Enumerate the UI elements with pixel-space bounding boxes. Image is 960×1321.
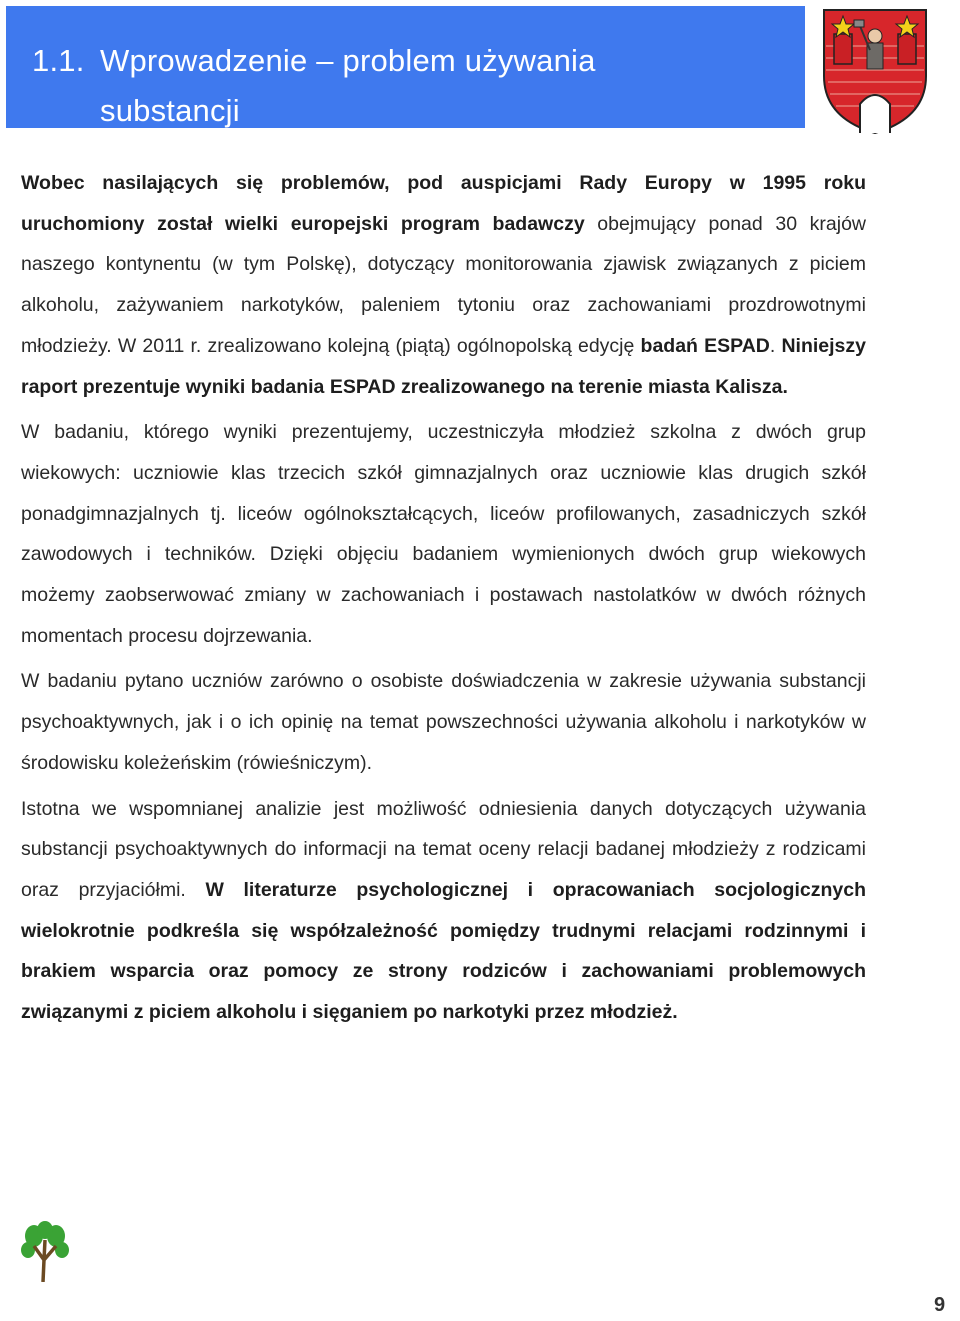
paragraph-intro [21,163,866,407]
intro-text: obejmujący ponad 30 krajów naszego kontynentu (w tym Polskę), dotyczący monitorowania zjawisk związanych z piciem alkoholu, zażywaniem narkotyków, paleniem tytoniu oraz zachowaniami prozdrowotnymi młodzieży. W 2011 r. zrealizowano kolejną (piątą) ogólnopolską edycję [21,212,866,357]
intro-espad-bold: badań ESPAD [640,334,770,357]
relations-text: Istotna we wspomnianej analizie jest możliwość odniesienia danych dotyczących używania substancji psychoaktywnych do informacji na temat oceny relacji badanej młodzieży z rodzicami oraz przyjaciółmi. [21,797,866,901]
page-number: 9 [934,1294,946,1316]
green-tree-logo-icon [20,1220,70,1282]
relations-bold-text: W literaturze psychologicznej i opracowaniach socjologicznych wielokrotnie podkreśla się współzależność pomiędzy trudnymi relacjami rodzinnymi i brakiem wsparcia oraz pomocy ze strony rodziców i zachowaniami problemowych związanymi z piciem alkoholu i sięganiem po narkotyki przez młodzież. [21,878,866,1024]
section-header-banner [6,6,805,128]
kalisz-coat-of-arms-icon [820,6,930,136]
paragraph-questions: W badaniu pytano uczniów zarówno o osobiste doświadczenia w zakresie używania substancji psychoaktywnych, jak i o ich opinię na temat powszechności używania alkoholu i narkotyków w środowisku koleżeńskim (rówieśniczym). [21,670,866,774]
intro-bold-text: Wobec nasilających się problemów, pod auspicjami Rady Europy w 1995 roku uruchomiony został wielki europejski program badawczy [21,172,866,235]
section-title [32,36,792,136]
paragraph-participants: W badaniu, którego wyniki prezentujemy, uczestniczyła młodzież szkolna z dwóch grup wiekowych: uczniowie klas trzecich szkół gimnazjalnych oraz uczniowie klas drugich szkół ponadgimnazjalnych tj. liceów ogólnokształcących, liceów profilowanych, zasadniczych szkół zawodowych i techników. Dzięki objęciu badaniem wymienionych dwóch grup wiekowych możemy zaobserwować zmiany w zachowaniach i postawach nastolatków w dwóch różnych momentach procesu dojrzewania. [21,421,866,647]
body-text [21,163,866,1038]
intro-report-bold: Niniejszy raport prezentuje wyniki badania ESPAD zrealizowanego na terenie miasta Kalisza. [21,334,867,398]
paragraph-relations [21,789,866,1033]
intro-text-sep: . [769,334,782,357]
section-title-line1: Wprowadzenie – problem używania [100,43,596,78]
section-title-line2: substancji [100,93,240,128]
section-number: 1.1. [32,43,85,78]
